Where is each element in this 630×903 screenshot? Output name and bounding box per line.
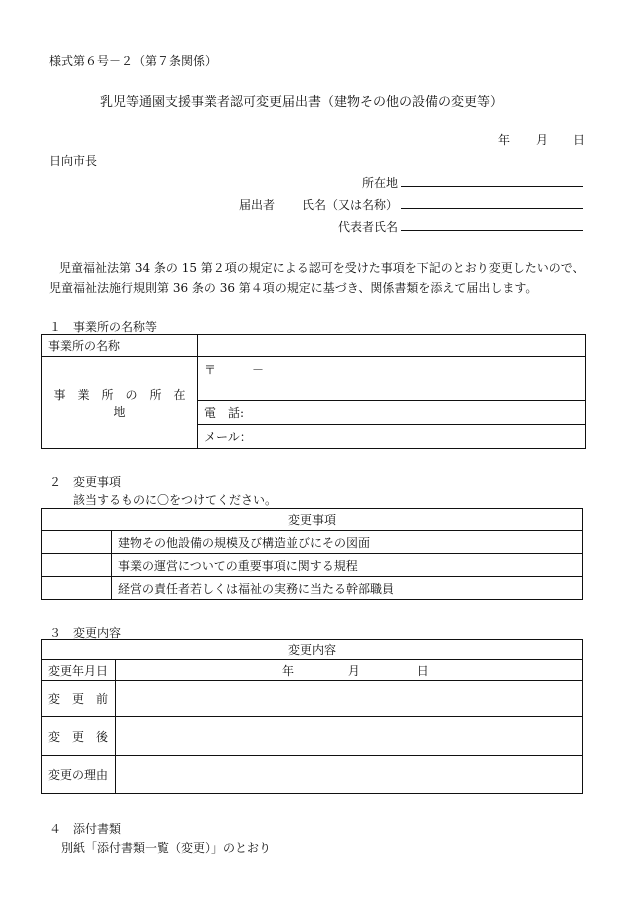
change-details-header: 変更内容 — [42, 640, 583, 660]
section3-heading: ３ 変更内容 — [49, 626, 122, 640]
facility-name-label: 事業所の名称 — [42, 335, 198, 357]
change-item-mark-1[interactable] — [42, 531, 112, 554]
address-label: 所在地 — [362, 176, 399, 190]
before-label: 変 更 前 — [42, 681, 116, 717]
name-line[interactable] — [401, 194, 583, 209]
name-label: 氏名（又は名称） — [302, 198, 399, 212]
change-item-mark-2[interactable] — [42, 554, 112, 577]
intro-line-1: 児童福祉法第 34 条の 15 第２項の規定による認可を受けた事項を下記のとおり変更したいので、 — [59, 261, 585, 275]
representative-label: 代表者氏名 — [338, 220, 399, 234]
phone-cell[interactable]: 電 話: — [198, 401, 586, 425]
change-date-month: 月 — [347, 663, 360, 678]
before-cell[interactable] — [116, 681, 583, 717]
address-line[interactable] — [401, 172, 583, 187]
form-number: 様式第６号－２（第７条関係） — [49, 54, 218, 68]
change-item-1: 建物その他設備の規模及び構造並びにその図面 — [112, 531, 583, 554]
change-details-table — [41, 639, 583, 794]
section4-heading: ４ 添付書類 — [49, 822, 122, 836]
date-year: 年 — [498, 133, 511, 147]
section4-text: 別紙「添付書類一覧（変更）」のとおり — [61, 841, 272, 855]
date-month: 月 — [536, 133, 549, 147]
change-items-header: 変更事項 — [42, 509, 583, 531]
after-cell[interactable] — [116, 717, 583, 756]
facility-table — [41, 334, 586, 449]
change-date-year: 年 — [282, 663, 295, 678]
document-title: 乳児等通園支援事業者認可変更届出書（建物その他の設備の変更等） — [100, 95, 504, 110]
facility-name-cell[interactable] — [198, 335, 586, 357]
change-items-table — [41, 508, 583, 600]
change-date-cell[interactable] — [116, 660, 583, 681]
change-item-2: 事業の運営についての重要事項に関する規程 — [112, 554, 583, 577]
applicant-role: 届出者 — [239, 198, 276, 212]
intro-line-2: 児童福祉法施行規則第 36 条の 36 第４項の規定に基づき、関係書類を添えて届出します。 — [49, 281, 538, 295]
section1-heading: １ 事業所の名称等 — [49, 320, 158, 334]
email-cell[interactable]: メール： — [198, 425, 586, 449]
facility-address-label: 事 業 所 の 所 在 地 — [42, 357, 198, 449]
representative-line[interactable] — [401, 216, 583, 231]
reason-label: 変更の理由 — [42, 756, 116, 794]
change-item-mark-3[interactable] — [42, 577, 112, 600]
section2-heading: ２ 変更事項 — [49, 475, 122, 489]
after-label: 変 更 後 — [42, 717, 116, 756]
postal-cell[interactable]: 〒 － — [198, 357, 586, 401]
date-day: 日 — [573, 133, 586, 147]
change-date-label: 変更年月日 — [42, 660, 116, 681]
addressee: 日向市長 — [49, 154, 98, 168]
change-date-day: 日 — [416, 663, 429, 678]
change-item-3: 経営の責任者若しくは福祉の実務に当たる幹部職員 — [112, 577, 583, 600]
section2-instruction: 該当するものに〇をつけてください。 — [73, 493, 278, 507]
reason-cell[interactable] — [116, 756, 583, 794]
